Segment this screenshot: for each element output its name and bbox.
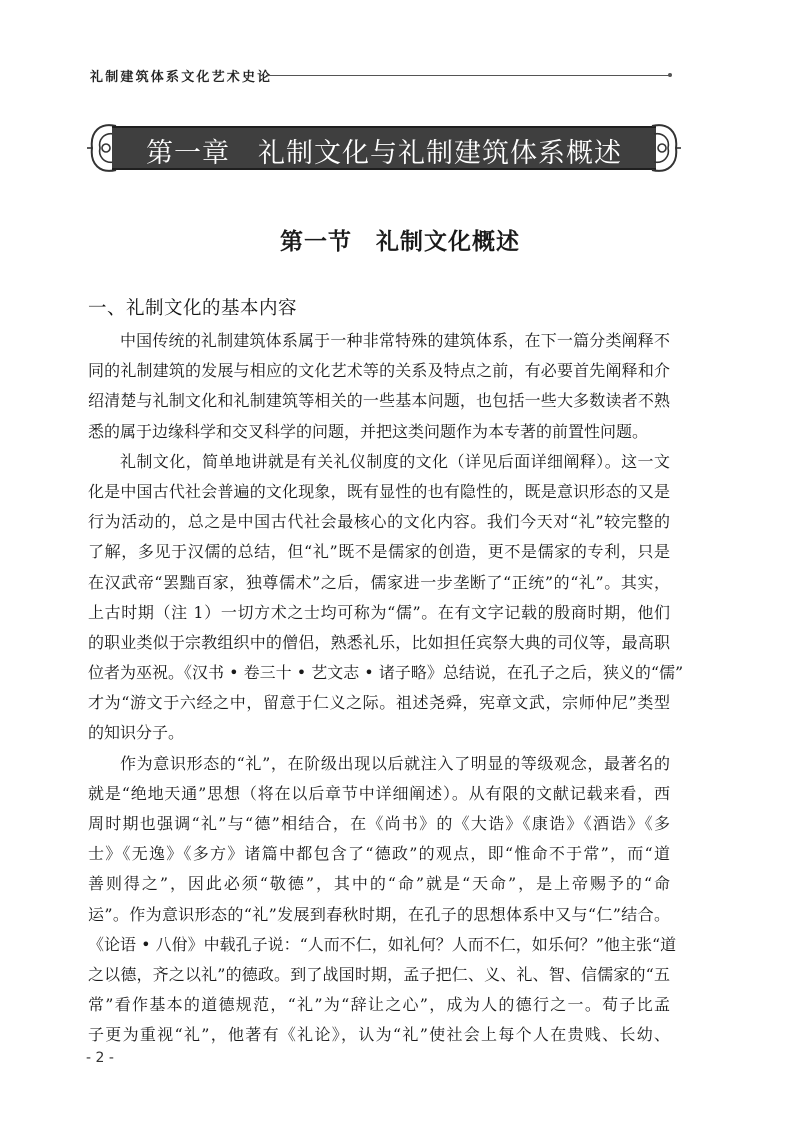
subsection-title: 一、礼制文化的基本内容	[88, 298, 298, 319]
text-line: 了解，多见于汉儒的总结，但“礼”既不是儒家的创造，更不是儒家的专利，只是	[88, 542, 670, 562]
text-line: 化是中国古代社会普遍的文化现象，既有显性的也有隐性的，既是意识形态的又是	[88, 481, 670, 501]
section-title: 第一节 礼制文化概述	[280, 229, 520, 255]
paragraph	[88, 447, 684, 749]
text-line: 周时期也强调“礼”与“德”相结合，在《尚书》的《大诰》《康诰》《酒诰》《多	[88, 814, 670, 833]
paragraph	[88, 326, 670, 447]
body-text	[88, 326, 684, 1051]
text-line: 运”。作为意识形态的“礼”发展到春秋时期，在孔子的思想体系中又与“仁”结合。	[88, 904, 670, 924]
text-line: 位者为巫祝。《汉书 • 卷三十 • 艺文志 • 诸子略》总结说，在孔子之后，狭义的“儒”	[88, 663, 684, 683]
text-line: 士》《无逸》《多方》诸篇中都包含了“德政”的观点，即“惟命不于常”，而“道	[88, 844, 670, 864]
chapter-banner-bar	[112, 126, 656, 170]
text-line: 常”看作基本的道德规范，“礼”为“辞让之心”，成为人的德行之一。荀子比孟	[88, 995, 670, 1015]
text-line: 上古时期（注 1）一切方术之士均可称为“儒”。在有文字记载的殷商时期，他们	[88, 602, 670, 622]
text-line: 的知识分子。	[88, 723, 185, 743]
header-rule	[268, 75, 670, 76]
text-line: 绍清楚与礼制文化和礼制建筑等相关的一些基本问题，也包括一些大多数读者不熟	[88, 391, 670, 411]
chapter-banner	[86, 118, 682, 178]
text-line: 作为意识形态的“礼”，在阶级出现以后就注入了明显的等级观念，最著名的	[120, 753, 670, 773]
text-line: 才为“游文于六经之中，留意于仁义之际。祖述尧舜，宪章文武，宗师仲尼”类型	[88, 693, 670, 713]
text-line: 善则得之”，因此必须“敬德”，其中的“命”就是“天命”，是上帝赐予的“命	[88, 874, 670, 894]
running-header	[90, 66, 670, 86]
text-line: 的职业类似于宗教组织中的僧侣，熟悉礼乐，比如担任宾祭大典的司仪等，最高职	[88, 632, 670, 652]
running-header-title: 礼制建筑体系文化艺术史论	[90, 70, 273, 85]
right-scroll-ornament-icon	[648, 118, 682, 178]
text-line: 行为活动的，总之是中国古代社会最核心的文化内容。我们今天对“礼”较完整的	[88, 512, 670, 532]
text-line: 之以德，齐之以礼”的德政。到了战国时期，孟子把仁、义、礼、智、信儒家的“五	[88, 964, 670, 984]
text-line: 中国传统的礼制建筑体系属于一种非常特殊的建筑体系，在下一篇分类阐释不	[120, 331, 670, 350]
chapter-title: 第一章 礼制文化与礼制建筑体系概述	[146, 138, 622, 169]
text-line: 在汉武帝“罢黜百家，独尊儒术”之后，儒家进一步垄断了“正统”的“礼”。其实，	[88, 572, 670, 592]
text-line: 礼制文化，简单地讲就是有关礼仪制度的文化（详见后面详细阐释）。这一文	[120, 451, 670, 471]
text-line: 同的礼制建筑的发展与相应的文化艺术等的关系及特点之前，有必要首先阐释和介	[88, 361, 670, 381]
text-line: 悉的属于边缘科学和交叉科学的问题，并把这类问题作为本专著的前置性问题。	[88, 421, 649, 441]
text-line: 就是“绝地天通”思想（将在以后章节中详细阐述）。从有限的文献记载来看，西	[88, 783, 670, 803]
text-line: 《论语 • 八佾》中载孔子说：“人而不仁，如礼何？人而不仁，如乐何？”他主张“道	[88, 934, 677, 954]
paragraph	[88, 749, 677, 1051]
text-line: 子更为重视“礼”，他著有《礼论》，认为“礼”使社会上每个人在贵贱、长幼、	[88, 1025, 670, 1045]
page-number: - 2 -	[86, 1050, 114, 1066]
